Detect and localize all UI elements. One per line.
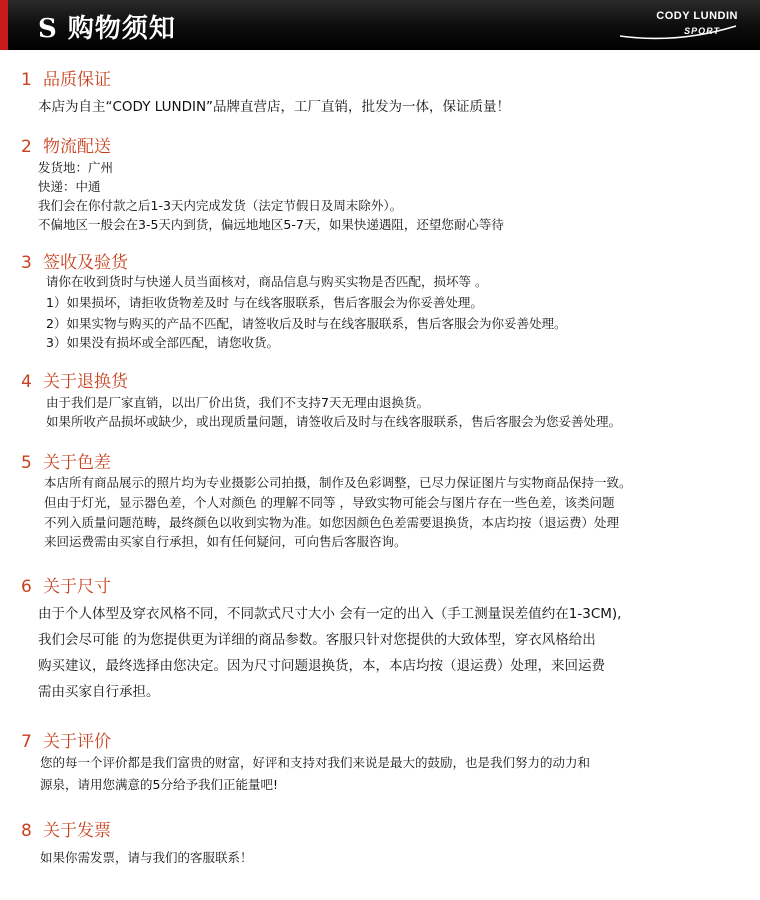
section-text: 2）如果实物与购买的产品不匹配，请签收后及时与在线客服联系，售后客服会为你妥善处理。 [46,316,567,331]
section-number: 7 [21,732,32,752]
section-heading [21,727,111,752]
section-number: 1 [21,70,32,90]
section-text: 我们会在你付款之后1-3天内完成发货（法定节假日及周末除外）。 [38,198,403,213]
section-text: 不列入质量问题范畴，最终颜色以收到实物为准。如您因颜色色差需要退换货，本店均按（退运费）处理 [44,515,620,530]
section-text: 本店所有商品展示的照片均为专业摄影公司拍摄，制作及色彩调整，已尽力保证图片与实物商品保持一致。 [44,475,632,490]
section-text: 您的每一个评价都是我们富贵的财富，好评和支持对我们来说是最大的鼓励，也是我们努力的动力和 [40,755,591,770]
section-heading [21,448,111,473]
section-number: 8 [21,821,32,841]
section-title: 关于色差 [43,453,111,473]
section-number: 5 [21,453,32,473]
section-title: 物流配送 [43,137,111,157]
section-text: 我们会尽可能 的为您提供更为详细的商品参数。客服只针对您提供的大致体型，穿衣风格给出 [38,632,596,648]
section-number: 6 [21,577,32,597]
header-banner [0,0,760,50]
section-title: 关于评价 [43,732,111,752]
section-text: 购买建议，最终选择由您决定。因为尺寸问题退换货，本，本店均按（退运费）处理，来回运费 [38,658,605,674]
section-text: 但由于灯光，显示器色差，个人对颜色 的理解不同等 ，导致实物可能会与图片存在一些色差，该类问题 [44,495,615,510]
logo-subtext: SPORT [684,26,720,36]
logo-text: CODY LUNDIN [656,10,738,22]
section-text: 3）如果没有损坏或全部匹配，请您收货。 [46,335,279,350]
swoosh-icon [618,22,738,42]
section-title: 关于发票 [43,821,111,841]
section-title: 关于退换货 [43,372,128,392]
brand-logo [618,10,738,42]
section-number: 4 [21,372,32,392]
section-number: 3 [21,253,32,273]
section-number: 2 [21,137,32,157]
section-text: 如果你需发票，请与我们的客服联系！ [40,850,253,865]
section-text: 本店为自主“CODY LUNDIN”品牌直营店，工厂直销，批发为一体，保证质量！ [38,99,511,115]
section-text: 源泉，请用您满意的5分给予我们正能量吧! [40,777,278,792]
section-heading [21,572,111,597]
section-text: 需由买家自行承担。 [38,684,160,700]
section-title: 品质保证 [43,70,111,90]
section-text: 发货地：广州 [38,160,114,175]
section-text: 不偏地区一般会在3-5天内到货，偏远地地区5-7天，如果快递遇阻，还望您耐心等待 [38,217,504,232]
section-heading [21,65,111,90]
section-heading [21,816,111,841]
section-heading [21,248,128,273]
section-text: 由于个人体型及穿衣风格不同，不同款式尺寸大小 会有一定的出入（手工测量误差值约在1-3CM), [38,606,622,622]
section-text: 请你在收到货时与快递人员当面核对，商品信息与购买实物是否匹配，损坏等 。 [46,274,488,289]
section-heading [21,367,128,392]
section-title: 签收及验货 [43,253,128,273]
section-text: 如果所收产品损坏或缺少，或出现质量问题，请签收后及时与在线客服联系，售后客服会为您妥善处理。 [46,414,622,429]
section-text: 1）如果损坏，请拒收货物差及时 与在线客服联系，售后客服会为你妥善处理。 [46,295,483,310]
section-text: 快递：中通 [38,179,101,194]
section-title: 关于尺寸 [43,577,111,597]
section-heading [21,132,111,157]
header-accent-bar [0,0,8,50]
page-title: S 购物须知 [38,14,176,44]
section-text: 来回运费需由买家自行承担，如有任何疑问，可向售后客服咨询。 [44,534,407,549]
section-text: 由于我们是厂家直销，以出厂价出货，我们不支持7天无理由退换货。 [46,395,429,410]
